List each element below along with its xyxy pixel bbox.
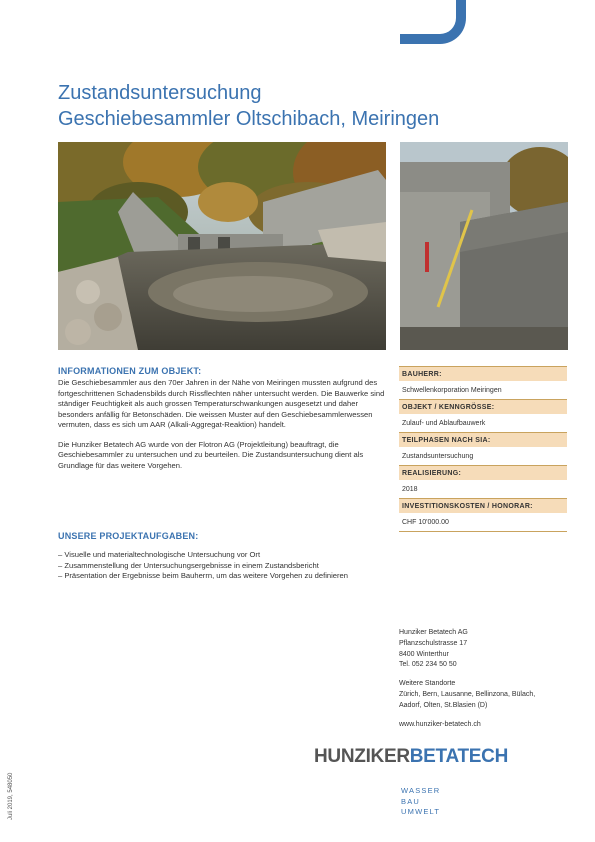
fact-label-object: OBJEKT / KENNGRÖSSE:: [399, 399, 567, 414]
fact-value-costs: CHF 10'000.00: [399, 513, 567, 532]
info-paragraph-1: Die Geschiebesammler aus den 70er Jahren in der Nähe von Meiringen mussten aufgrund des fortgeschrittenen Schadensbilds durch Rissflechten näher untersucht werden. Die Bauwerke sind ständiger Feuchtigkeit als auch grossen Temperaturschwankungen ausgesetzt und daher besonders anfällig für Betonschäden. Die weissen Muster auf den Geschiebesammlerwessen vermuten, dass es sich um AAR (Alkali-Aggregat-Reaktion) handelt.: [58, 378, 385, 429]
locations-heading: Weitere Standorte: [399, 680, 456, 688]
info-heading: INFORMATIONEN ZUM OBJEKT:: [58, 366, 202, 376]
fact-value-object: Zulauf- und Ablaufbauwerk: [402, 420, 486, 427]
fact-label-realization: REALISIERUNG:: [399, 465, 567, 480]
brand-tagline: [401, 786, 440, 818]
facts-table: [399, 366, 567, 532]
info-section: [58, 366, 388, 480]
logo-part-2: BETATECH: [409, 746, 508, 767]
title-line-2: Geschiebesammler Oltschibach, Meiringen: [58, 108, 440, 130]
fact-label-client: BAUHERR:: [399, 366, 567, 381]
fact-label-phases: TEILPHASEN NACH SIA:: [399, 432, 567, 447]
page-title: [58, 80, 538, 132]
tasks-heading: UNSERE PROJEKTAUFGABEN:: [58, 531, 199, 541]
tagline-water: WASSER: [401, 786, 441, 795]
locations-line-2: Aadorf, Olten, St.Blasien (D): [399, 701, 488, 709]
company-phone: Tel. 052 234 50 50: [399, 661, 457, 669]
tasks-section: [58, 531, 388, 582]
company-city: 8400 Winterthur: [399, 650, 449, 658]
company-website[interactable]: www.hunziker-betatech.ch: [399, 720, 481, 728]
info-paragraph-2: Die Hunziker Betatech AG wurde von der Flotron AG (Projektleitung) beauftragt, die Geschiebesammler zu untersuchen und zu beurteilen. Die Zustandsuntersuchung dient als Grundlage für das weitere Vorgehen.: [58, 439, 364, 470]
info-body: [58, 378, 388, 471]
list-item: – Zusammenstellung der Untersuchungsergebnisse in einem Zustandsbericht: [58, 560, 319, 570]
fact-value-realization: 2018: [402, 486, 418, 493]
title-line-1: Zustandsuntersuchung: [58, 82, 262, 104]
company-street: Pflanzschulstrasse 17: [399, 639, 468, 647]
fact-value-phases: Zustandsuntersuchung: [402, 453, 474, 460]
fact-value-client: Schwellenkorporation Meiringen: [402, 387, 502, 394]
company-name: Hunziker Betatech AG: [399, 629, 468, 636]
main-photo: [58, 142, 386, 350]
document-code: Juli 2019, 548050: [8, 772, 14, 820]
tagline-construction: BAU: [401, 796, 421, 806]
logo-part-1: HUNZIKER: [314, 746, 410, 767]
company-logo: [314, 746, 524, 770]
fact-label-costs: INVESTITIONSKOSTEN / HONORAR:: [399, 498, 567, 513]
tasks-list: [58, 550, 388, 582]
side-photo: [400, 142, 568, 350]
list-item: – Präsentation der Ergebnisse beim Bauherrn, um das weitere Vorgehen zu definieren: [58, 571, 349, 580]
locations-line-1: Zürich, Bern, Lausanne, Bellinzona, Bülach,: [399, 690, 536, 698]
company-address: [399, 628, 569, 730]
tagline-environment: UMWELT: [401, 807, 441, 816]
brand-mark-icon: [400, 0, 466, 44]
list-item: – Visuelle und materialtechnologische Untersuchung vor Ort: [58, 550, 261, 559]
